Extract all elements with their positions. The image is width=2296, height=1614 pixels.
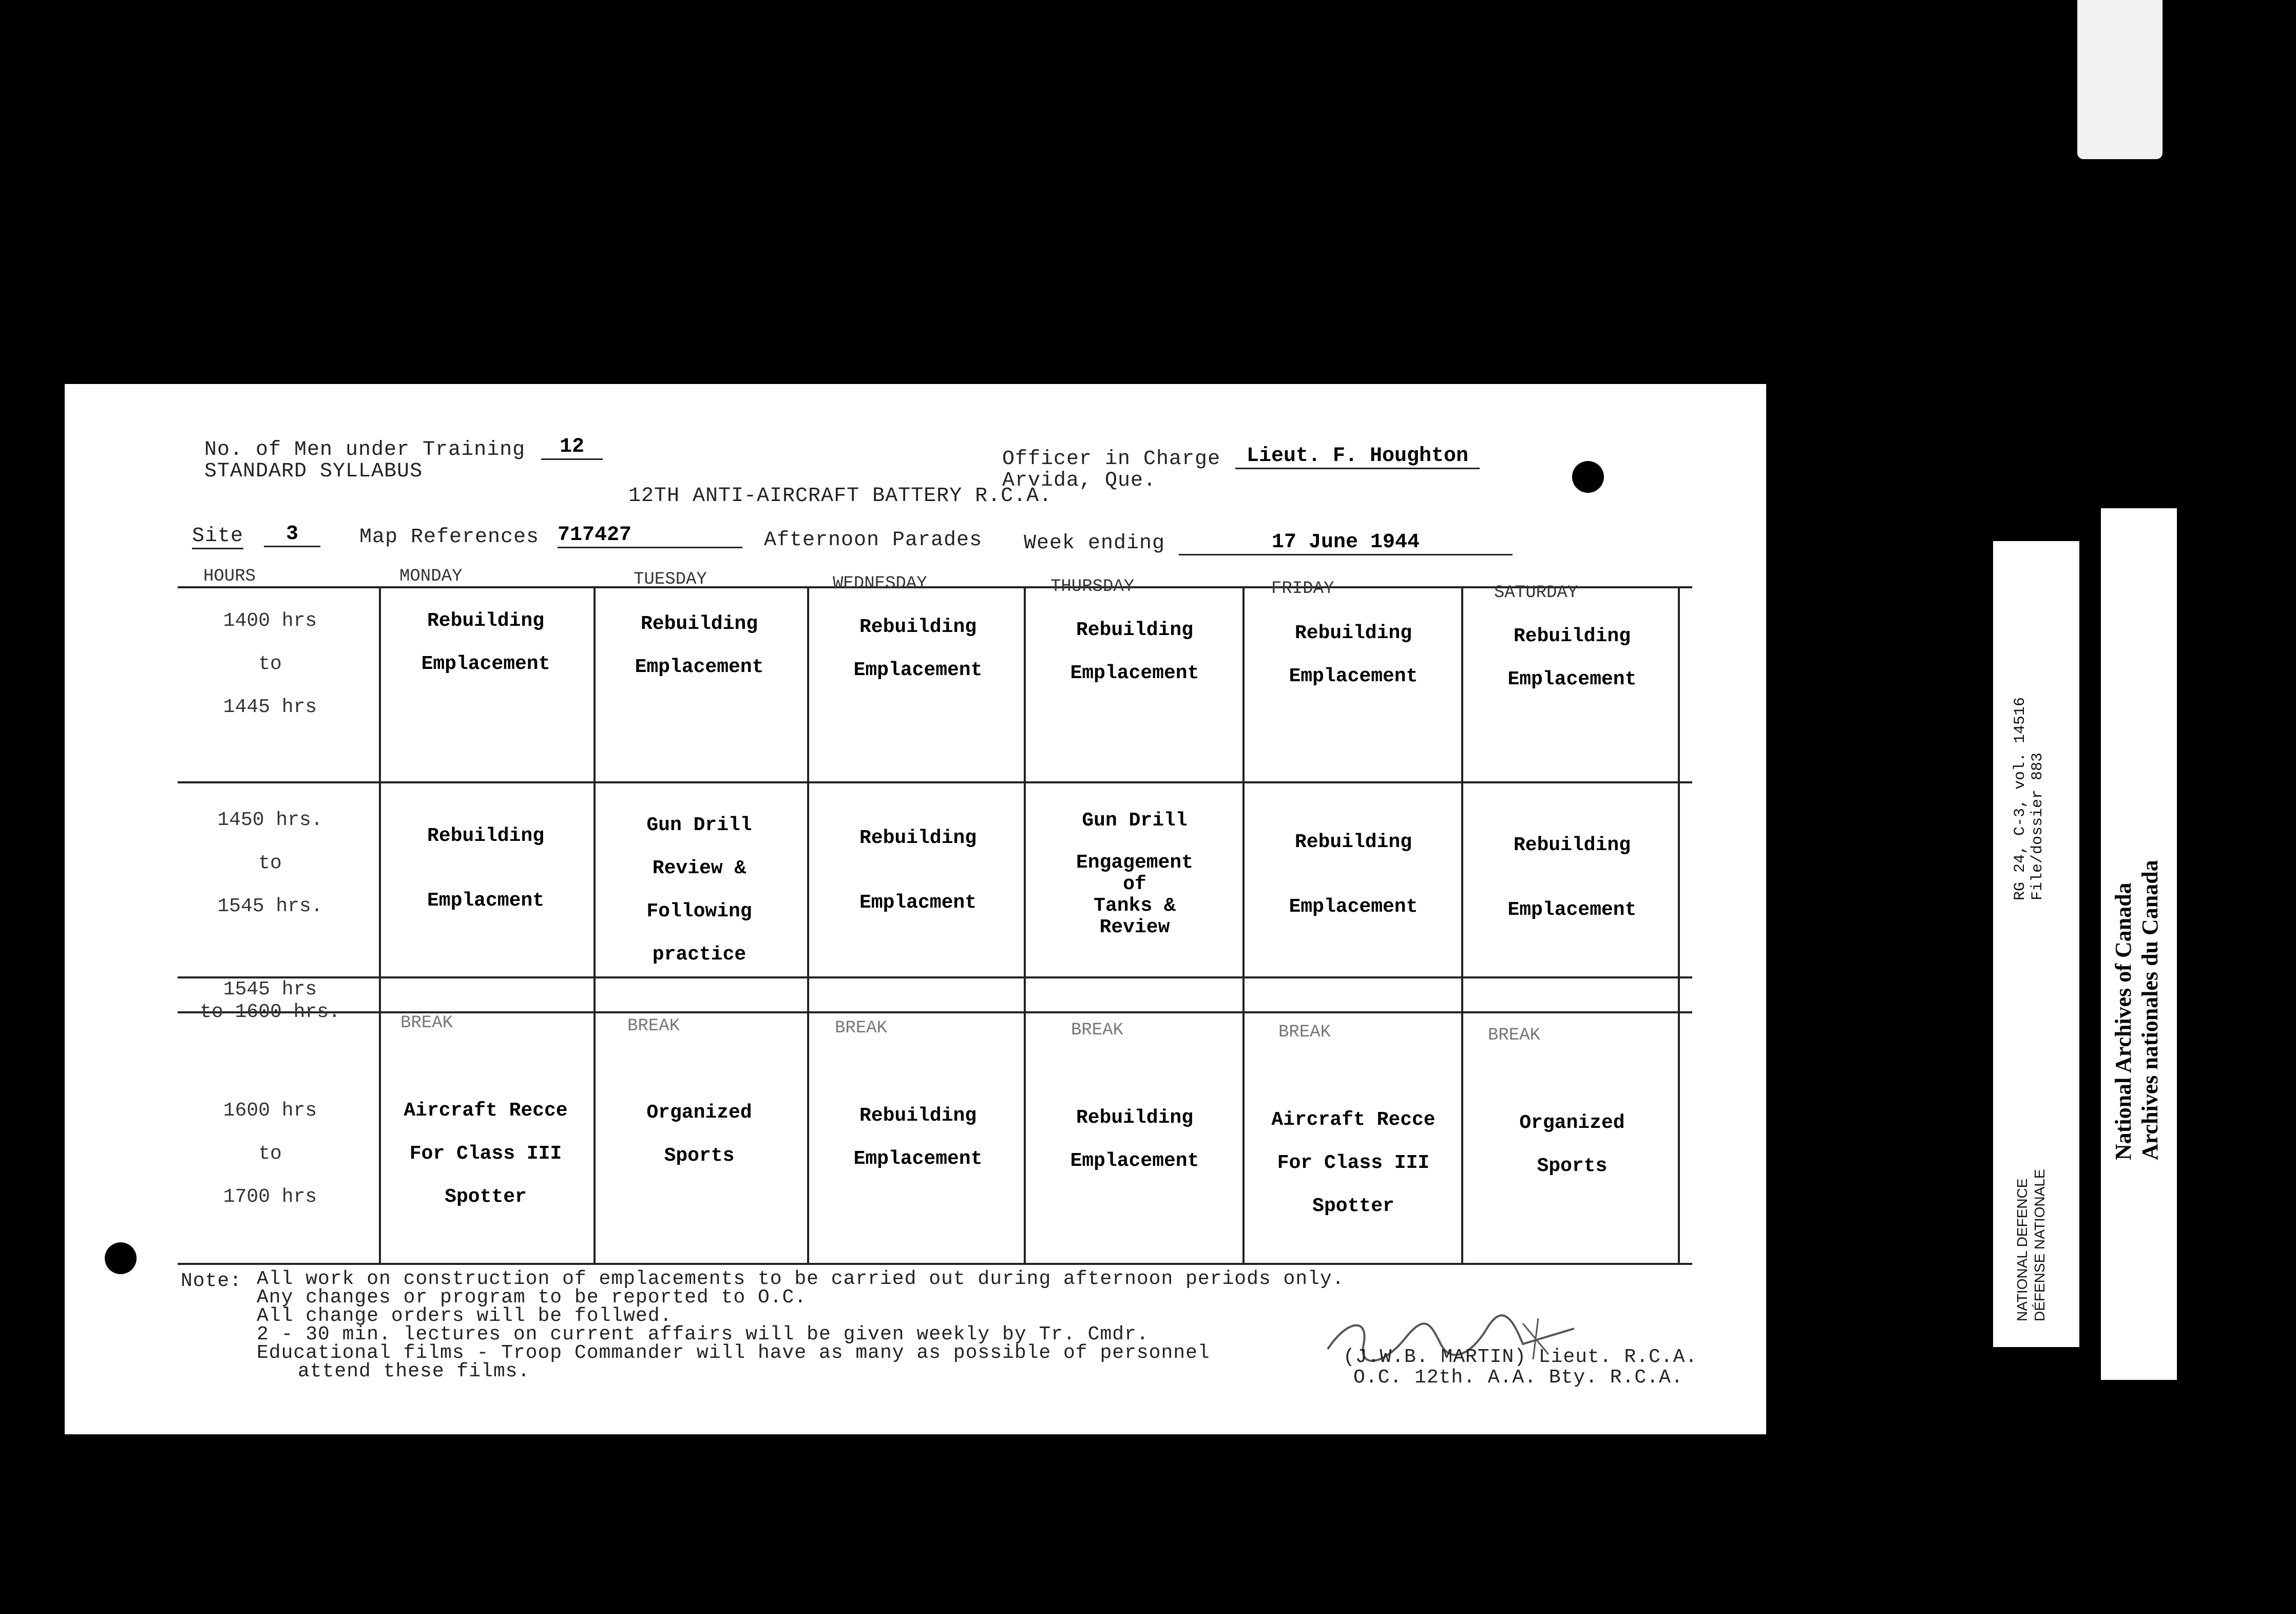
map-value: 717427	[558, 524, 742, 548]
schedule-cell: Rebuilding Emplacement	[1507, 625, 1637, 690]
dept-name-en: NATIONAL DEFENCE	[2014, 1178, 2030, 1321]
row-divider	[178, 781, 1692, 783]
schedule-cell: Rebuilding Emplacement	[853, 616, 983, 681]
officer-label: Officer in Charge	[1002, 448, 1221, 471]
schedule-cell: Rebuilding Emplacement	[1070, 619, 1199, 684]
schedule-cell: Organized Sports	[1519, 1112, 1625, 1177]
archive-file: File/dossier 883	[2029, 752, 2046, 900]
break-cell: BREAK	[1488, 1026, 1541, 1045]
day-header: WEDNESDAY	[833, 574, 927, 593]
schedule-document	[65, 384, 1766, 1434]
archives-name-fr: Archives nationales du Canada	[2137, 860, 2163, 1160]
schedule-cell: Aircraft Recce For Class III Spotter	[1271, 1109, 1436, 1217]
schedule-cell: Aircraft Recce For Class III Spotter	[404, 1100, 568, 1208]
hours-cell: 1600 hrs to 1700 hrs	[223, 1100, 317, 1208]
archives-label-strip	[2101, 508, 2177, 1380]
archive-ref: RG 24, C-3, vol. 14516	[2012, 697, 2029, 900]
col-divider	[594, 586, 596, 1264]
note-text: All work on construction of emplacements to be carried out during afternoon periods only. Any changes or program to be reported to O.C. All change orders will be follwed. 2 - 30 min. lectures on current affairs will be given weekly by Tr. Cmdr. Educational films - Troop Commander will have as many as possible of personnel attend these films.	[257, 1268, 1345, 1382]
col-divider	[1024, 586, 1026, 1264]
parade-label: Afternoon Parades	[764, 529, 983, 552]
break-cell: BREAK	[1071, 1021, 1124, 1040]
dept-name-fr: DÉFENSE NATIONALE	[2032, 1169, 2048, 1321]
schedule-cell: Gun Drill Review & Following practice	[646, 814, 752, 966]
col-divider	[807, 586, 809, 1264]
day-header: THURSDAY	[1050, 577, 1135, 597]
reference-strip	[1993, 541, 2079, 1347]
col-divider	[1461, 586, 1463, 1264]
day-header: SATURDAY	[1494, 583, 1578, 603]
row-divider	[178, 976, 1692, 978]
hours-cell: 1450 hrs. to 1545 hrs.	[217, 809, 323, 917]
break-cell: BREAK	[400, 1013, 453, 1033]
hours-header: HOURS	[203, 567, 256, 588]
punch-hole	[1572, 461, 1604, 493]
archives-name-en: National Archives of Canada	[2111, 882, 2136, 1160]
schedule-cell: Rebuilding Emplacment	[859, 827, 977, 914]
day-header: FRIDAY	[1271, 579, 1334, 599]
break-cell: BREAK	[627, 1016, 680, 1036]
hours-cell: 1545 hrs to 1600 hrs.	[200, 978, 340, 1023]
signature-block: (J.W.B. MARTIN) Lieut. R.C.A. O.C. 12th. A.A. Bty. R.C.A.	[1343, 1346, 1698, 1389]
film-tab	[2077, 0, 2163, 159]
schedule-cell: Rebuilding Emplacement	[1070, 1107, 1199, 1172]
day-header: TUESDAY	[634, 570, 707, 589]
schedule-cell: Rebuilding Emplacment	[427, 825, 545, 912]
table-border	[1678, 586, 1680, 1264]
break-cell: BREAK	[835, 1019, 888, 1038]
schedule-cell: Rebuilding Emplacement	[1289, 622, 1418, 687]
men-label: No. of Men under Training	[204, 438, 526, 462]
schedule-cell: Rebuilding Emplacement	[853, 1105, 983, 1170]
men-value: 12	[541, 435, 603, 460]
col-divider	[379, 586, 381, 1264]
day-header: MONDAY	[399, 567, 463, 586]
location: Arvida, Que.	[1002, 469, 1157, 492]
schedule-cell: Rebuilding Emplacement	[421, 610, 550, 675]
week-label: Week ending	[1024, 532, 1165, 555]
schedule-cell: Rebuilding Emplacement	[635, 613, 764, 678]
table-border	[178, 586, 1692, 588]
note-label: Note:	[181, 1270, 242, 1292]
unit-name: 12TH ANTI-AIRCRAFT BATTERY R.C.A.	[628, 485, 1053, 508]
syllabus-label: STANDARD SYLLABUS	[204, 460, 423, 483]
site-value: 3	[264, 523, 320, 547]
schedule-cell: Gun Drill Engagement of Tanks & Review	[1076, 810, 1194, 938]
table-border	[178, 1263, 1692, 1265]
schedule-cell: Organized Sports	[646, 1102, 752, 1167]
punch-hole	[105, 1242, 137, 1274]
schedule-cell: Rebuilding Emplacement	[1507, 834, 1637, 921]
map-label: Map References	[359, 526, 540, 549]
week-value: 17 June 1944	[1179, 531, 1513, 555]
hours-cell: 1400 hrs to 1445 hrs	[223, 610, 317, 718]
col-divider	[1242, 586, 1245, 1264]
schedule-cell: Rebuilding Emplacement	[1289, 831, 1418, 918]
site-label: Site	[192, 525, 243, 549]
officer-value: Lieut. F. Houghton	[1235, 445, 1480, 469]
break-cell: BREAK	[1278, 1023, 1331, 1042]
